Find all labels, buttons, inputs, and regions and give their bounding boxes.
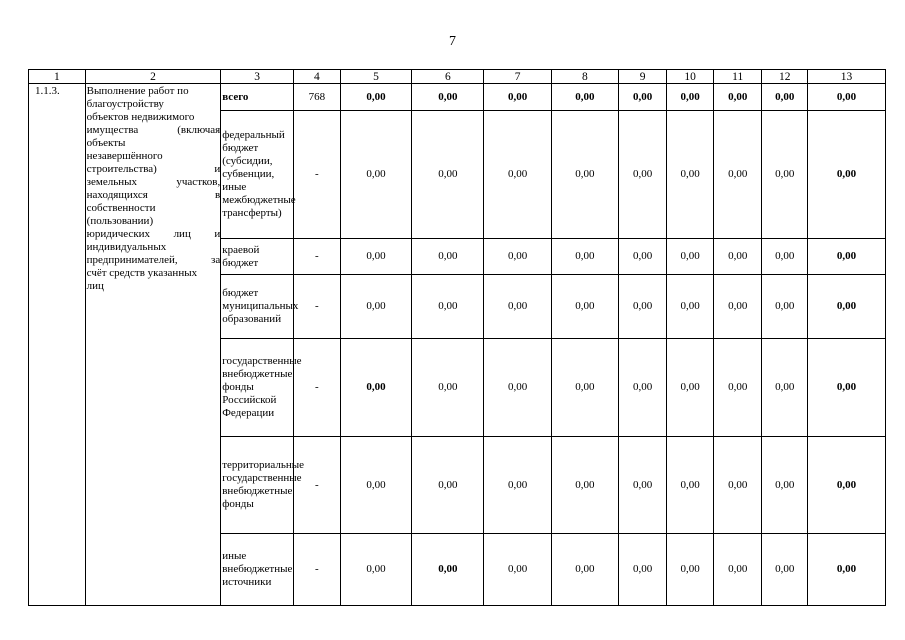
value-cell: 0,00: [762, 111, 808, 239]
description-line: [87, 202, 221, 215]
header-cell: 2: [85, 70, 221, 84]
value-cell: 0,00: [618, 84, 667, 111]
value-cell: 0,00: [667, 339, 714, 437]
value-cell: 0,00: [552, 339, 619, 437]
value-cell: 0,00: [412, 111, 484, 239]
value-cell: 0,00: [618, 339, 667, 437]
value-cell: 0,00: [484, 534, 552, 606]
description-line: [87, 267, 221, 280]
value-cell: 0,00: [412, 84, 484, 111]
header-cell: 4: [294, 70, 341, 84]
value-cell: 0,00: [340, 84, 412, 111]
description-line: [87, 176, 221, 189]
header-cell: 13: [808, 70, 886, 84]
value-cell: 0,00: [713, 275, 762, 339]
description-word: Выполнение работ по: [86, 85, 189, 97]
description-line: [87, 111, 221, 124]
description-line: [87, 85, 221, 98]
value-cell: 0,00: [340, 339, 412, 437]
source-cell: всего: [221, 84, 294, 111]
value-cell: 0,00: [340, 534, 412, 606]
header-cell: 11: [713, 70, 762, 84]
value-cell: 0,00: [618, 275, 667, 339]
header-cell: 8: [552, 70, 619, 84]
description-word: лиц: [86, 280, 104, 292]
value-cell: 0,00: [552, 111, 619, 239]
value-cell: 0,00: [808, 111, 886, 239]
value-cell: 0,00: [808, 84, 886, 111]
description-line: [87, 137, 221, 150]
source-cell: федеральный бюджет (субсидии, субвенции, иные межбюджетные трансферты): [221, 111, 294, 239]
value-cell: 0,00: [762, 339, 808, 437]
value-cell: 0,00: [762, 437, 808, 534]
value-cell: 0,00: [484, 239, 552, 275]
value-cell: 0,00: [713, 84, 762, 111]
amount-cell: 768: [294, 84, 341, 111]
value-cell: 0,00: [484, 275, 552, 339]
source-cell: государственные внебюджетные фонды Российской Федерации: [221, 339, 294, 437]
value-cell: 0,00: [762, 534, 808, 606]
value-cell: 0,00: [808, 275, 886, 339]
description-word: лиц: [173, 228, 191, 240]
header-cell: 5: [340, 70, 412, 84]
description-line: [87, 241, 221, 254]
value-cell: 0,00: [618, 437, 667, 534]
value-cell: 0,00: [808, 339, 886, 437]
header-cell: 9: [618, 70, 667, 84]
description-word: участков,: [176, 176, 221, 188]
value-cell: 0,00: [713, 339, 762, 437]
description-word: предпринимателей,: [86, 254, 178, 266]
value-cell: 0,00: [667, 239, 714, 275]
value-cell: 0,00: [340, 111, 412, 239]
value-cell: 0,00: [667, 275, 714, 339]
description-word: объектов недвижимого: [86, 111, 195, 123]
value-cell: 0,00: [762, 275, 808, 339]
description-word: объекты: [86, 137, 126, 149]
value-cell: 0,00: [552, 437, 619, 534]
amount-cell: -: [294, 275, 341, 339]
description-word: строительства): [86, 163, 157, 175]
header-cell: 6: [412, 70, 484, 84]
value-cell: 0,00: [340, 275, 412, 339]
description-line: [87, 280, 221, 293]
value-cell: 0,00: [808, 239, 886, 275]
description-line: [87, 124, 221, 137]
description-word: в: [215, 189, 221, 201]
budget-table: [28, 69, 886, 606]
amount-cell: -: [294, 339, 341, 437]
header-cell: 1: [29, 70, 86, 84]
description-line: [87, 228, 221, 241]
value-cell: 0,00: [484, 84, 552, 111]
description-word: счёт средств указанных: [86, 267, 198, 279]
description-line: [87, 150, 221, 163]
value-cell: 0,00: [340, 437, 412, 534]
description-line: [87, 189, 221, 202]
value-cell: 0,00: [713, 239, 762, 275]
header-cell: 12: [762, 70, 808, 84]
value-cell: 0,00: [412, 339, 484, 437]
value-cell: 0,00: [667, 534, 714, 606]
item-description: [85, 84, 221, 606]
value-cell: 0,00: [808, 534, 886, 606]
description-word: юридических: [86, 228, 151, 240]
amount-cell: -: [294, 239, 341, 275]
value-cell: 0,00: [484, 111, 552, 239]
source-cell: краевой бюджет: [221, 239, 294, 275]
table-row: [29, 84, 886, 111]
value-cell: 0,00: [552, 239, 619, 275]
value-cell: 0,00: [667, 84, 714, 111]
header-cell: 10: [667, 70, 714, 84]
description-word: находящихся: [86, 189, 148, 201]
header-cell: 7: [484, 70, 552, 84]
value-cell: 0,00: [484, 339, 552, 437]
value-cell: 0,00: [552, 534, 619, 606]
amount-cell: -: [294, 111, 341, 239]
description-line: [87, 254, 221, 267]
value-cell: 0,00: [618, 239, 667, 275]
description-word: индивидуальных: [86, 241, 167, 253]
value-cell: 0,00: [412, 239, 484, 275]
description-word: имущества: [86, 124, 139, 136]
description-word: земельных: [86, 176, 138, 188]
description-word: собственности: [86, 202, 156, 214]
value-cell: 0,00: [412, 437, 484, 534]
description-word: и: [214, 163, 221, 175]
description-line: [87, 98, 221, 111]
value-cell: 0,00: [412, 534, 484, 606]
value-cell: 0,00: [762, 239, 808, 275]
source-cell: бюджет муниципальных образований: [221, 275, 294, 339]
description-word: (включая: [177, 124, 221, 136]
value-cell: 0,00: [713, 534, 762, 606]
header-row: [29, 70, 886, 84]
value-cell: 0,00: [618, 534, 667, 606]
value-cell: 0,00: [713, 437, 762, 534]
value-cell: 0,00: [340, 239, 412, 275]
header-cell: 3: [221, 70, 294, 84]
value-cell: 0,00: [762, 84, 808, 111]
value-cell: 0,00: [618, 111, 667, 239]
value-cell: 0,00: [713, 111, 762, 239]
amount-cell: -: [294, 437, 341, 534]
description-word: (пользовании): [86, 215, 154, 227]
description-line: [87, 215, 221, 228]
value-cell: 0,00: [808, 437, 886, 534]
value-cell: 0,00: [552, 275, 619, 339]
source-cell: территориальные государственные внебюджетные фонды: [221, 437, 294, 534]
value-cell: 0,00: [412, 275, 484, 339]
description-word: незавершённого: [86, 150, 163, 162]
value-cell: 0,00: [667, 437, 714, 534]
value-cell: 0,00: [552, 84, 619, 111]
description-word: за: [211, 254, 221, 266]
value-cell: 0,00: [667, 111, 714, 239]
item-number: 1.1.3.: [29, 84, 86, 606]
description-line: [87, 163, 221, 176]
page-number: 7: [449, 34, 456, 49]
source-cell: иные внебюджетные источники: [221, 534, 294, 606]
value-cell: 0,00: [484, 437, 552, 534]
amount-cell: -: [294, 534, 341, 606]
description-word: благоустройству: [86, 98, 164, 110]
description-word: и: [214, 228, 221, 240]
